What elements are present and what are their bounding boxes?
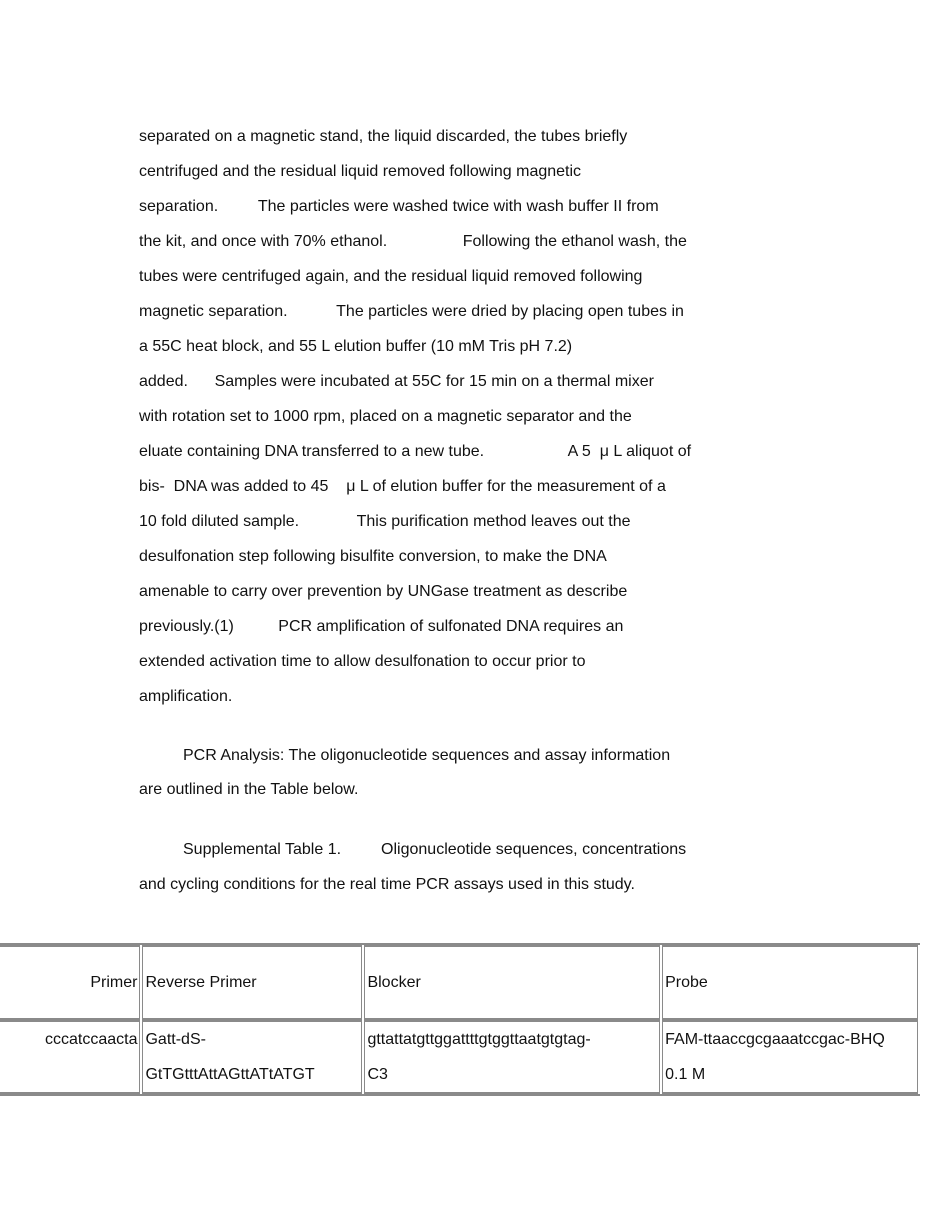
header-reverse-primer: Reverse Primer — [142, 945, 362, 1020]
probe-line-2: 0.1 M — [665, 1066, 706, 1083]
header-primer: Primer — [0, 945, 140, 1020]
cell-reverse-primer — [142, 1020, 362, 1094]
body-line-8: added. Samples were incubated at 55C for 15 min on a thermal mixer — [139, 373, 654, 390]
header-blocker: Blocker — [364, 945, 660, 1020]
body-line-6: magnetic separation. The particles were dried by placing open tubes in — [139, 303, 684, 320]
blocker-line-2: C3 — [367, 1066, 388, 1083]
body-line-13: desulfonation step following bisulfite conversion, to make the DNA — [139, 548, 607, 565]
body-line-7: a 55C heat block, and 55 L elution buffer (10 mM Tris pH 7.2) — [139, 338, 573, 355]
body-line-12: 10 fold diluted sample. This purification method leaves out the — [139, 513, 631, 530]
body-line-4: the kit, and once with 70% ethanol. Following the ethanol wash, the — [139, 233, 687, 250]
table-header-row — [0, 945, 918, 1020]
body-line-15: previously.(1) PCR amplification of sulfonated DNA requires an — [139, 618, 624, 635]
cell-probe — [662, 1020, 918, 1094]
header-probe: Probe — [662, 945, 918, 1020]
probe-line-1: FAM-ttaaccgcgaaatccgac-BHQ — [665, 1031, 885, 1048]
body-line-11: bis- DNA was added to 45 μ L of elution buffer for the measurement of a — [139, 478, 666, 495]
cell-blocker — [364, 1020, 660, 1094]
table-caption-line-2: and cycling conditions for the real time PCR assays used in this study. — [139, 876, 635, 893]
body-line-14: amenable to carry over prevention by UNGase treatment as describe — [139, 583, 628, 600]
body-line-17: amplification. — [139, 688, 233, 705]
body-line-3: separation. The particles were washed twice with wash buffer II from — [139, 198, 659, 215]
body-line-16: extended activation time to allow desulfonation to occur prior to — [139, 653, 586, 670]
cell-forward-primer: cccatccaacta — [0, 1020, 140, 1094]
pcr-analysis-line-2: are outlined in the Table below. — [139, 781, 359, 798]
oligonucleotide-table — [0, 943, 920, 1096]
table-caption-line-1: Supplemental Table 1. Oligonucleotide sequences, concentrations — [183, 841, 687, 858]
table-row — [0, 1020, 918, 1094]
body-line-1: separated on a magnetic stand, the liquid discarded, the tubes briefly — [139, 128, 628, 145]
blocker-line-1: gttattatgttggattttgtggttaatgtgtag- — [367, 1031, 591, 1048]
reverse-primer-line-2: GtTGtttAttAGttATtATGT — [145, 1066, 315, 1083]
pcr-analysis-line-1: PCR Analysis: The oligonucleotide sequences and assay information — [183, 747, 671, 764]
body-line-10: eluate containing DNA transferred to a new tube. A 5 μ L aliquot of — [139, 443, 692, 460]
body-line-2: centrifuged and the residual liquid removed following magnetic — [139, 163, 582, 180]
body-line-5: tubes were centrifuged again, and the residual liquid removed following — [139, 268, 643, 285]
body-line-9: with rotation set to 1000 rpm, placed on a magnetic separator and the — [139, 408, 632, 425]
reverse-primer-line-1: Gatt-dS- — [145, 1031, 206, 1048]
